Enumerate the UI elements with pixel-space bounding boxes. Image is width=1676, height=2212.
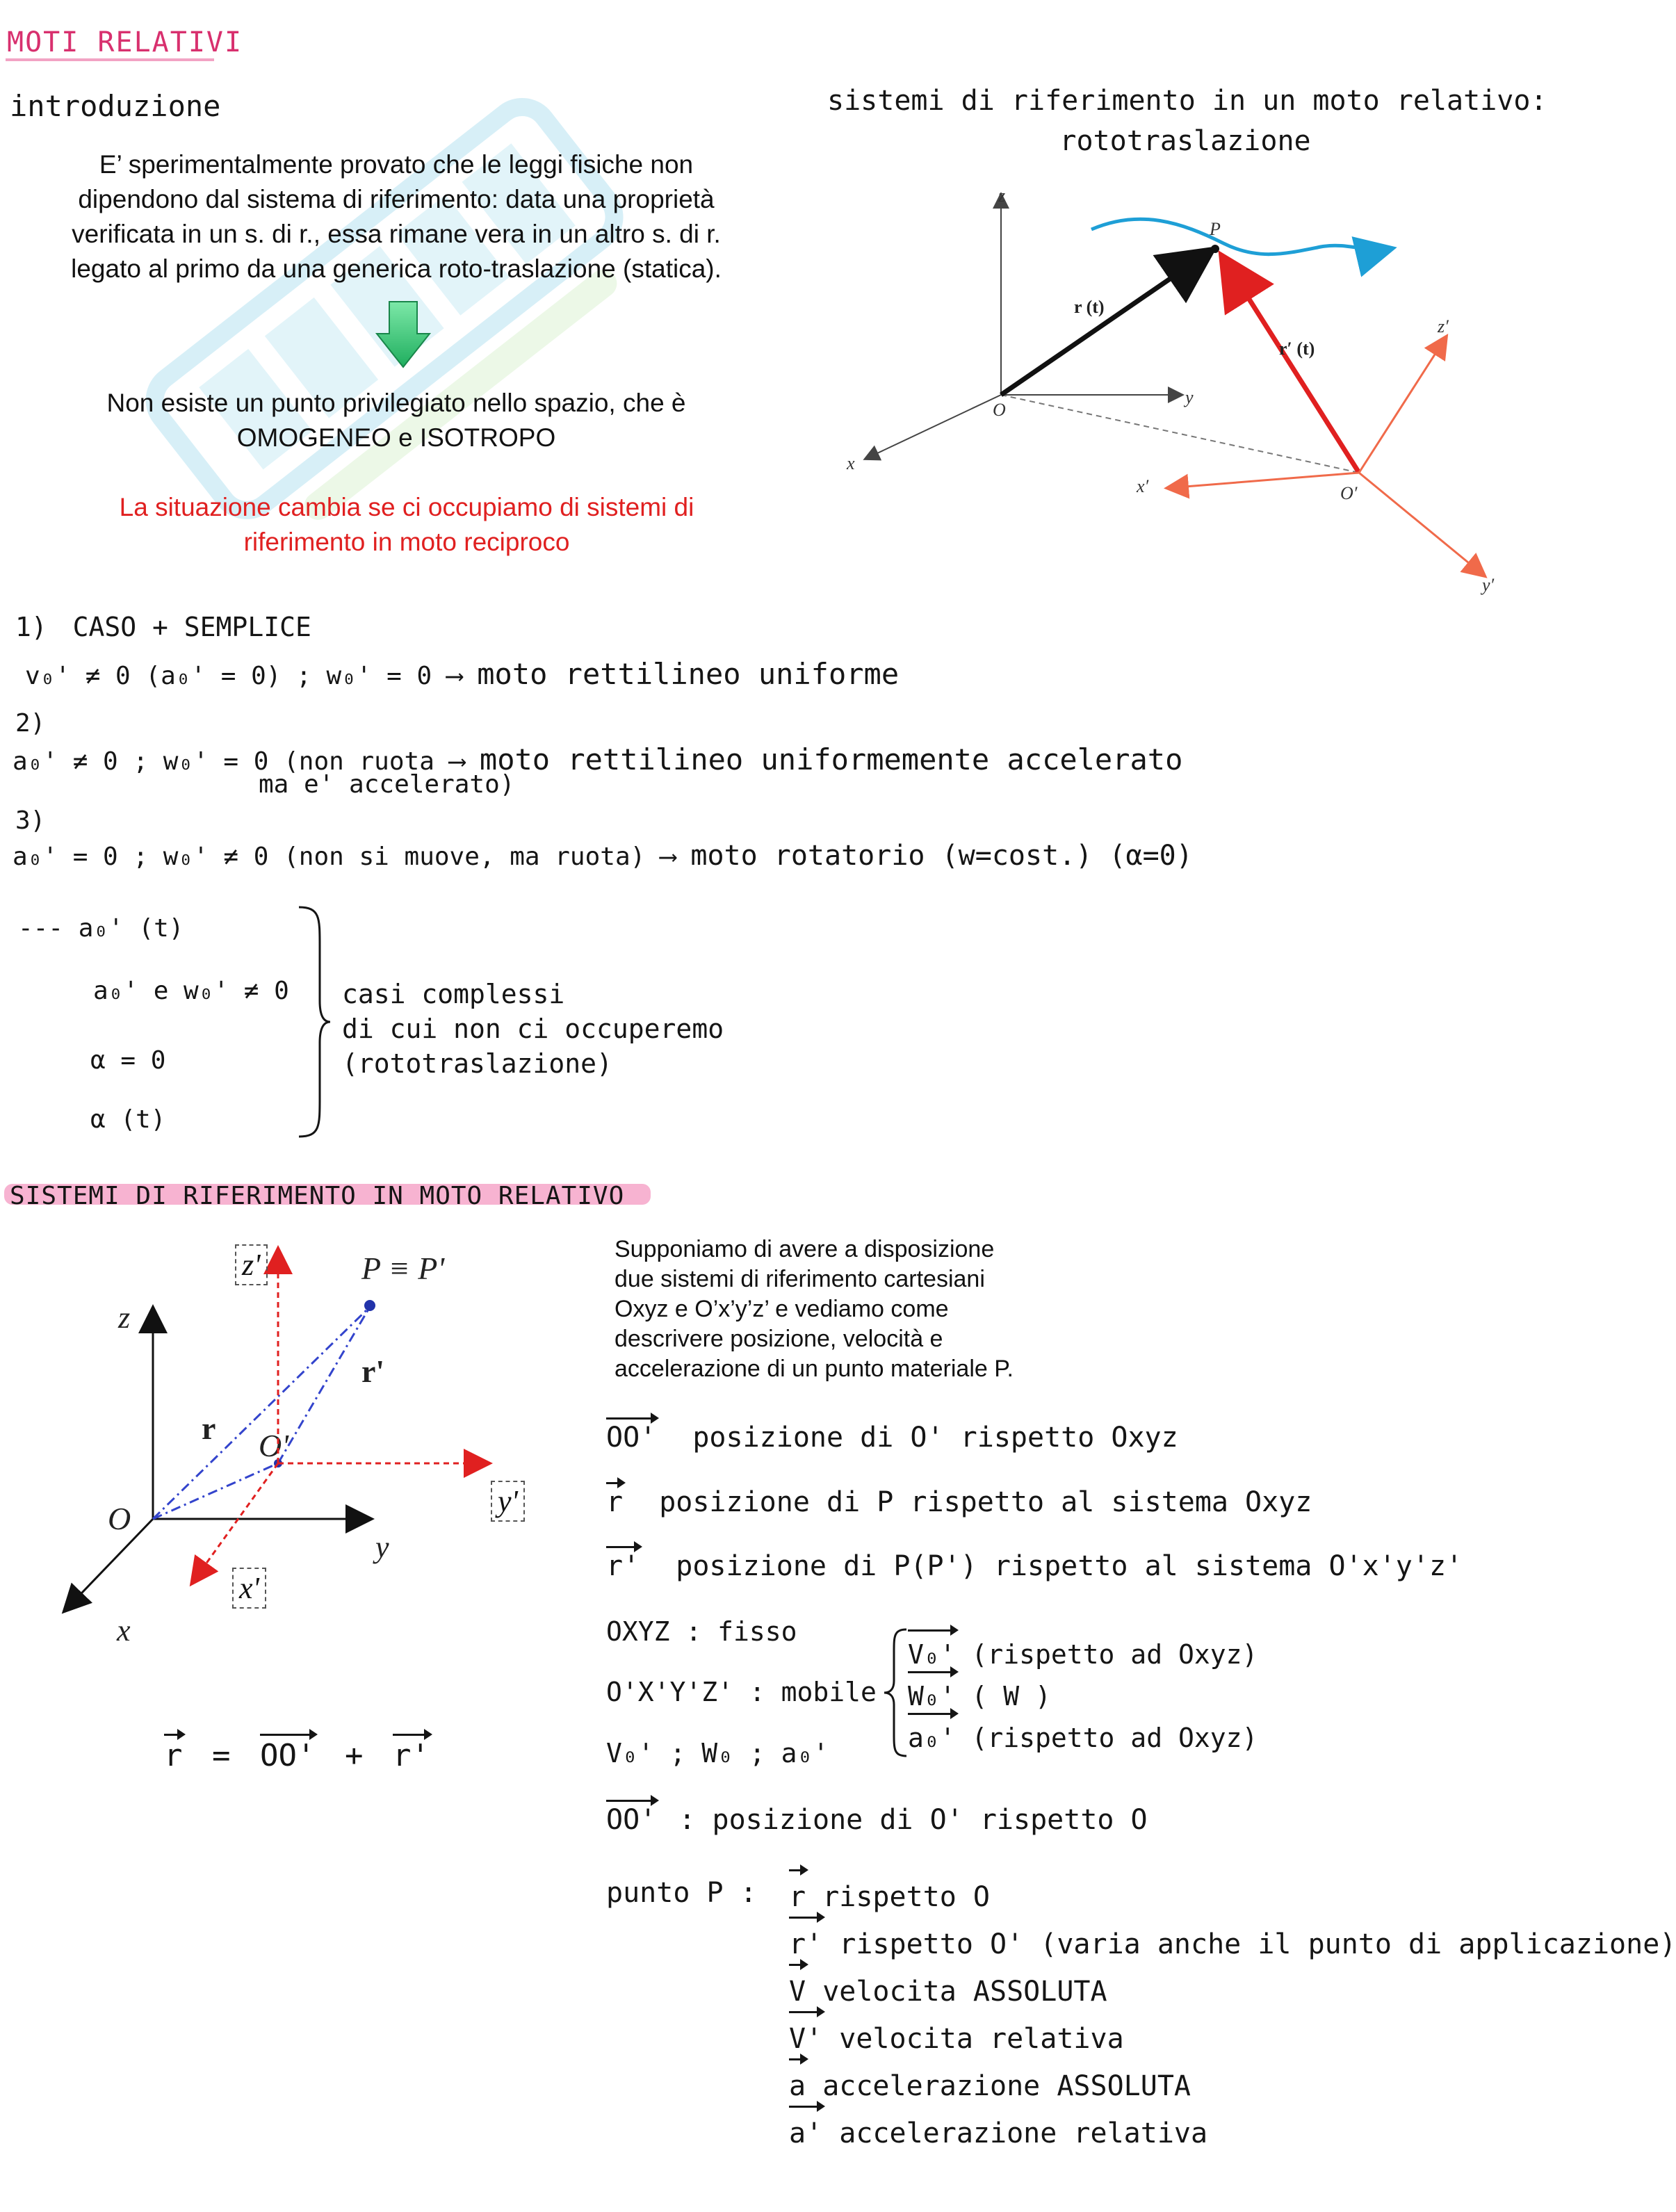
label-r-t: r (t): [1074, 297, 1105, 317]
curly-brace-icon: [292, 904, 334, 1140]
point-p-symbol: a: [789, 2063, 806, 2110]
case1-number: 1): [15, 612, 47, 642]
complex-item: --- a₀' (t): [18, 914, 184, 943]
formula-equals: =: [212, 1738, 231, 1773]
red-line: riferimento in moto reciproco: [243, 528, 570, 556]
mobile-system: O'X'Y'Z' : mobile: [606, 1677, 877, 1707]
section2-intro-line: Supponiamo di avere a disposizione: [615, 1236, 995, 1262]
point-p-symbol: a': [789, 2110, 822, 2157]
label-Oprime: O′: [1340, 483, 1358, 503]
oo-line: [606, 1804, 1148, 1836]
point-P2: [364, 1300, 375, 1311]
label-r2: r: [202, 1410, 216, 1446]
right-arrow-icon: ⟶: [660, 843, 691, 871]
figure1-caption-line: rototraslazione: [1059, 125, 1311, 157]
case3-row: [13, 840, 1193, 872]
label-y2: y: [375, 1530, 389, 1564]
point-p-label: punto P :: [606, 1877, 757, 1909]
label-z2: z: [118, 1301, 131, 1335]
section2-title: SISTEMI DI RIFERIMENTO IN MOTO RELATIVO: [10, 1182, 625, 1210]
axis-xprime2: [193, 1463, 278, 1581]
label-rprime-t: r′ (t): [1279, 339, 1315, 359]
label-yprime: y′: [1482, 575, 1495, 595]
case2-result: moto rettilineo uniformemente accelerato: [479, 742, 1183, 776]
definition-text: posizione di O' rispetto Oxyz: [692, 1422, 1178, 1454]
brace-text: (rispetto ad Oxyz): [971, 1723, 1258, 1753]
triple-vectors: V₀' ; W₀ ; a₀': [606, 1738, 829, 1768]
figure1-caption: [827, 81, 1547, 161]
title-underline: [6, 58, 214, 61]
label-zprime: z′: [1438, 316, 1449, 336]
section2-intro-line: accelerazione di un punto materiale P.: [615, 1356, 1014, 1382]
brace-item: [908, 1634, 1258, 1675]
label-zprime-box: z': [235, 1244, 268, 1285]
label-y: y: [1185, 387, 1194, 407]
down-arrow-icon: [375, 300, 431, 370]
case2-condition: a₀' ≠ 0 ; w₀' = 0 (non ruota: [13, 747, 434, 776]
axis-zprime: [1359, 337, 1446, 473]
label-rprime2: r': [361, 1353, 385, 1389]
axis-xprime: [1168, 473, 1359, 488]
label-O2: O: [108, 1501, 131, 1536]
intro-label: introduzione: [10, 89, 221, 123]
brace-text: ( W ): [971, 1681, 1051, 1711]
definition-row: [606, 1486, 1312, 1518]
vector-sum-formula: [164, 1738, 430, 1773]
vector-rprime2: [278, 1307, 370, 1463]
space-line: Non esiste un punto privilegiato nello spazio, che è: [106, 389, 686, 417]
section2-intro: [615, 1235, 1014, 1384]
point-p-list: [789, 1873, 1676, 2157]
brace-symbol: V₀': [908, 1634, 956, 1675]
case1-condition: v₀' ≠ 0 (a₀' = 0) ; w₀' = 0: [25, 662, 432, 690]
case1-row: [25, 657, 899, 691]
dashed-O-Oprime: [1001, 395, 1359, 473]
section2-intro-line: descrivere posizione, velocità e: [615, 1326, 943, 1352]
intro-line: E’ sperimentalmente provato che le leggi fisiche non: [99, 150, 694, 179]
section2-intro-line: Oxyz e O’x’y’z’ e vediamo come: [615, 1296, 949, 1322]
trajectory-curve: [1091, 219, 1390, 254]
page-title: MOTI RELATIVI: [7, 26, 243, 58]
figure2-frames-diagram: [42, 1230, 570, 1675]
brace-symbol: a₀': [908, 1717, 956, 1759]
case2-number: 2): [15, 709, 46, 738]
point-p-symbol: V: [789, 1968, 806, 2015]
point-p-item: [789, 1968, 1676, 2015]
point-p-item: [789, 2015, 1676, 2063]
point-p-text: accelerazione ASSOLUTA: [822, 2070, 1191, 2102]
definition-text: posizione di P(P') rispetto al sistema O'x'y'z': [676, 1550, 1463, 1582]
formula-oo: OO': [260, 1738, 316, 1773]
complex-note-line: di cui non ci occuperemo: [342, 1014, 724, 1044]
oo-symbol: OO': [606, 1804, 657, 1836]
brace-item: [908, 1675, 1258, 1717]
figure1-rototranslation-diagram: [834, 174, 1529, 619]
point-p-item: [789, 2063, 1676, 2110]
curly-brace-icon: [881, 1627, 909, 1759]
label-yprime-box: y': [491, 1481, 525, 1522]
brace-list: [908, 1634, 1258, 1759]
point-p-text: rispetto O' (varia anche il punto di applicazione): [839, 1928, 1676, 1960]
right-arrow-icon: ⟶: [449, 747, 480, 776]
case2-row: [13, 742, 1182, 776]
case3-result: moto rotatorio (w=cost.) (α=0): [690, 840, 1193, 872]
red-line: La situazione cambia se ci occupiamo di sistemi di: [119, 493, 694, 521]
point-p-text: accelerazione relativa: [839, 2117, 1208, 2149]
label-x: x: [847, 453, 855, 473]
point-p-symbol: r: [789, 1873, 806, 1921]
intro-line: dipendono dal sistema di riferimento: data una proprietà: [78, 185, 715, 213]
case3-condition: a₀' = 0 ; w₀' ≠ 0 (non si muove, ma ruota): [13, 843, 646, 871]
right-arrow-icon: ⟶: [446, 662, 478, 690]
intro-line: legato al primo da una generica roto-traslazione (statica).: [71, 254, 722, 283]
space-line: OMOGENEO e ISOTROPO: [236, 423, 556, 452]
complex-note-line: casi complessi: [342, 979, 565, 1009]
definition-text: posizione di P rispetto al sistema Oxyz: [659, 1486, 1312, 1518]
intro-paragraph: [21, 147, 772, 286]
space-paragraph: [21, 386, 772, 455]
label-P: P: [1210, 219, 1221, 239]
point-p-item: [789, 1873, 1676, 1921]
point-p-item: [789, 1921, 1676, 1968]
complex-note-line: (rototraslazione): [342, 1048, 612, 1079]
axis-yprime: [1359, 473, 1484, 576]
figure1-caption-line: sistemi di riferimento in un moto relativo:: [827, 85, 1547, 117]
label-origin-O: O: [993, 400, 1006, 420]
definition-symbol: OO': [606, 1422, 657, 1454]
brace-symbol: W₀': [908, 1675, 956, 1717]
point-p-symbol: r': [789, 1921, 822, 1968]
definition-row: [606, 1422, 1178, 1454]
formula-r: r: [164, 1738, 183, 1773]
vector-r-t: [1001, 252, 1210, 395]
label-x2: x: [117, 1613, 131, 1648]
complex-item: α = 0: [90, 1046, 166, 1075]
point-p-text: rispetto O: [822, 1881, 991, 1913]
intro-line: verificata in un s. di r., essa rimane vera in un altro s. di r.: [72, 220, 721, 248]
vector-rprime-t: [1223, 259, 1359, 473]
red-paragraph: [21, 490, 792, 560]
formula-plus: +: [344, 1738, 364, 1773]
case1-title: CASO + SEMPLICE: [72, 612, 311, 642]
complex-item: a₀' e w₀' ≠ 0: [93, 977, 289, 1005]
definition-symbol: r': [606, 1550, 640, 1582]
label-Oprime2: O': [259, 1428, 289, 1463]
vector-r2: [153, 1307, 370, 1519]
complex-item: α (t): [90, 1105, 166, 1134]
formula-rprime: r': [392, 1738, 430, 1773]
point-p-text: velocita relativa: [839, 2023, 1124, 2055]
section2-intro-line: due sistemi di riferimento cartesiani: [615, 1266, 985, 1292]
point-P: [1211, 245, 1219, 253]
fixed-system: OXYZ : fisso: [606, 1616, 797, 1647]
axis-x: [865, 395, 1001, 459]
label-xprime-box: x': [232, 1568, 266, 1609]
point-p-text: velocita ASSOLUTA: [822, 1976, 1107, 2008]
case3-number: 3): [15, 806, 46, 835]
label-xprime: x′: [1137, 476, 1149, 496]
definition-symbol: r: [606, 1486, 624, 1518]
point-p-item: [789, 2110, 1676, 2157]
brace-text: (rispetto ad Oxyz): [971, 1639, 1258, 1670]
label-z: z: [998, 186, 1006, 206]
point-p-symbol: V': [789, 2015, 822, 2063]
oo-text: : posizione di O' rispetto O: [678, 1804, 1148, 1836]
case2-condition-b: ma e' accelerato): [259, 770, 515, 799]
definition-row: [606, 1550, 1463, 1582]
complex-note: [342, 977, 724, 1081]
case1-header: [15, 612, 311, 642]
case1-result: moto rettilineo uniforme: [477, 657, 900, 691]
brace-item: [908, 1717, 1258, 1759]
label-P2: P ≡ P': [361, 1251, 445, 1286]
